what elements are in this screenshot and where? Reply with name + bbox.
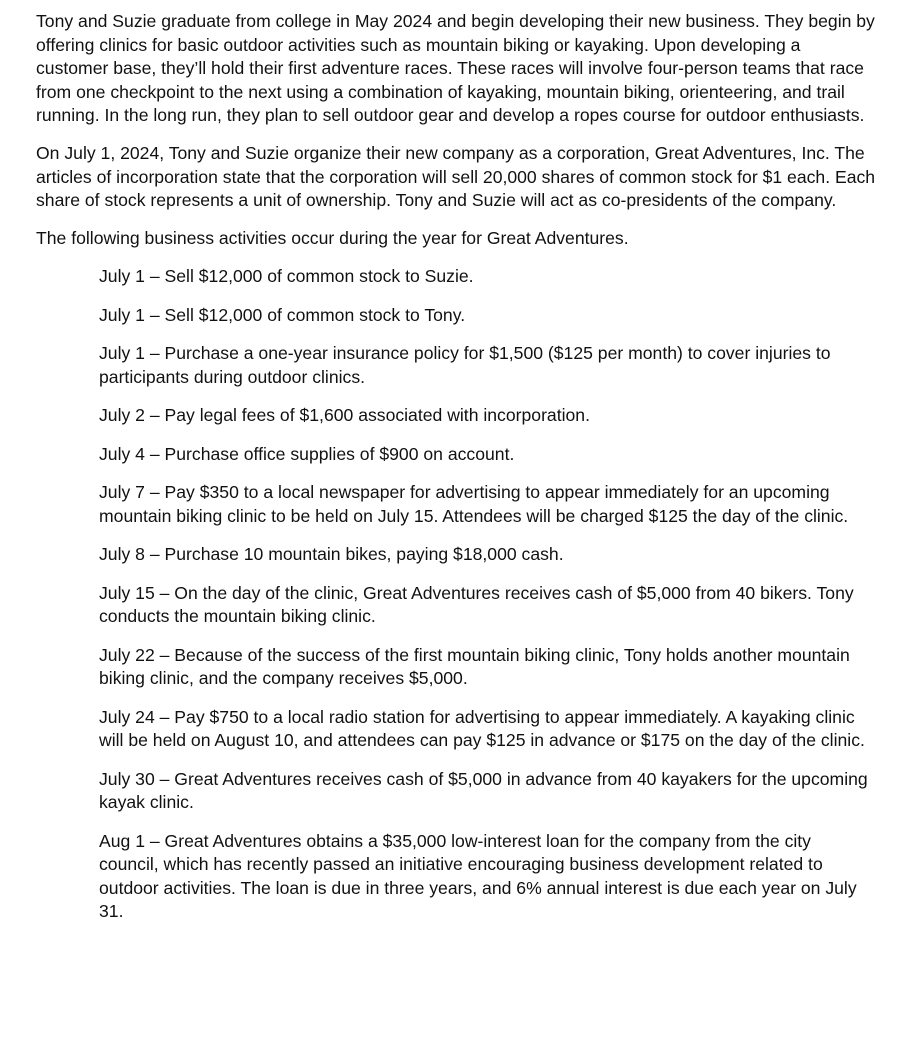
activity-item: July 8 – Purchase 10 mountain bikes, paying $18,000 cash. <box>99 544 564 564</box>
activity-item: July 1 – Sell $12,000 of common stock to Tony. <box>99 304 466 325</box>
activity-item: July 1 – Sell $12,000 of common stock to Suzie. <box>99 266 474 286</box>
activity-item: July 1 – Purchase a one-year insurance policy for $1,500 ($125 per month) to cover injuries to participants during outdoor clinics. <box>99 343 831 387</box>
activity-item: July 7 – Pay $350 to a local newspaper for advertising to appear immediately for an upcoming mountain biking clinic to be held on July 15. Attendees will be charged $125 the day of the clinic. <box>99 482 849 526</box>
activity-list <box>36 265 876 924</box>
activity-item: July 24 – Pay $750 to a local radio station for advertising to appear immediately. A kayaking clinic will be held on August 10, and attendees can pay $125 in advance or $175 on the day of the clinic. <box>99 706 865 750</box>
activity-item: July 15 – On the day of the clinic, Great Adventures receives cash of $5,000 from 40 bikers. Tony conducts the mountain biking clinic. <box>99 582 854 626</box>
intro-paragraph-activities-lead: The following business activities occur during the year for Great Adventures. <box>36 228 629 248</box>
activity-item: July 30 – Great Adventures receives cash of $5,000 in advance from 40 kayakers for the upcoming kayak clinic. <box>99 768 868 812</box>
document-page <box>36 10 876 924</box>
activity-item: Aug 1 – Great Adventures obtains a $35,000 low-interest loan for the company from the city council, which has recently passed an initiative encouraging business development related to outdoor activities. The loan is due in three years, and 6% annual interest is due each year on July 31. <box>99 830 857 921</box>
activity-item: July 4 – Purchase office supplies of $900 on account. <box>99 443 515 464</box>
intro-paragraph-incorporation: On July 1, 2024, Tony and Suzie organize their new company as a corporation, Great Adventures, Inc. The articles of incorporation state that the corporation will sell 20,000 shares of common stock for $1 each. Each share of stock represents a unit of ownership. Tony and Suzie will act as co-presidents of the company. <box>36 143 876 210</box>
activity-item: July 2 – Pay legal fees of $1,600 associated with incorporation. <box>99 405 590 425</box>
intro-paragraph-business: Tony and Suzie graduate from college in May 2024 and begin developing their new business. They begin by offering clinics for basic outdoor activities such as mountain biking or kayaking. Upon developing a customer base, they’ll hold their first adventure races. These races will involve four-person teams that race from one checkpoint to the next using a combination of kayaking, mountain biking, orienteering, and trail running. In the long run, they plan to sell outdoor gear and develop a ropes course for outdoor enthusiasts. <box>36 11 875 125</box>
activity-item: July 22 – Because of the success of the first mountain biking clinic, Tony holds another mountain biking clinic, and the company receives $5,000. <box>99 644 850 688</box>
